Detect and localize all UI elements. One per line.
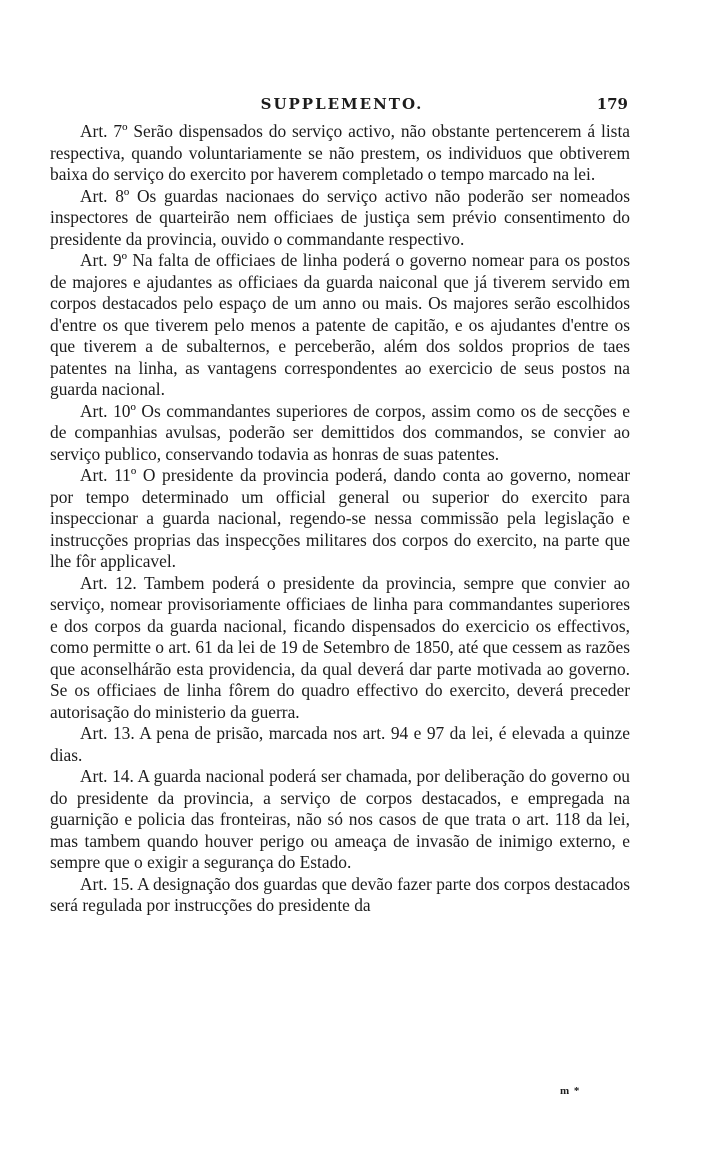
body-text (50, 121, 630, 917)
article-11: Art. 11º O presidente da provincia poderá, dando conta ao governo, nomear por tempo determinado um official general ou superior do exercito para inspeccionar a guarda nacional, regendo-se nessa commissão pela legislação e instrucções proprias das inspecções militares dos corpos do exercito, na parte que lhe fôr applicavel. (50, 465, 630, 571)
article-10: Art. 10º Os commandantes superiores de corpos, assim como os de secções e de companhias avulsas, poderão ser demittidos dos commandos, se convier ao serviço publico, conservando todavia as honras de suas patentes. (50, 400, 630, 464)
article-15: Art. 15. A designação dos guardas que devão fazer parte dos corpos destacados será regulada por instrucções do presidente da (50, 873, 630, 915)
article-14: Art. 14. A guarda nacional poderá ser chamada, por deliberação do governo ou do presidente da provincia, a serviço de corpos destacados, e empregada na guarnição e policia das fronteiras, não só nos casos de que trata o art. 118 da lei, mas tambem quando houver perigo ou ameaça de invasão de inimigo externo, e sempre que o exigir a segurança do Estado. (50, 766, 630, 872)
signature-mark: m * (560, 1085, 581, 1097)
article-13: Art. 13. A pena de prisão, marcada nos art. 94 e 97 da lei, é elevada a quinze dias. (50, 723, 630, 765)
article-9: Art. 9º Na falta de officiaes de linha poderá o governo nomear para os postos de majores e ajudantes as officiaes da guarda naiconal que já tiverem servido em corpos destacados pelo espaço de um anno ou mais. Os majores serão escolhidos d'entre os que tiverem pelo menos a patente de capitão, e os ajudantes d'entre os que tiverem a de subalternos, e perceberão, além dos soldos proprios de taes patentes na linha, as vantagens correspondentes ao exercicio de seus postos na guarda nacional. (50, 250, 630, 399)
running-head (56, 92, 628, 116)
article-7: Art. 7º Serão dispensados do serviço activo, não obstante pertencerem á lista respectiva, quando voluntariamente se não prestem, os individuos que obtiverem baixa do serviço do exercito por haverem completado o tempo marcado na lei. (50, 121, 630, 184)
article-8: Art. 8º Os guardas nacionaes do serviço activo não poderão ser nomeados inspectores de quarteirão nem officiaes de justiça sem prévio consentimento do presidente da provincia, ouvido o commandante respectivo. (50, 185, 630, 249)
article-12: Art. 12. Tambem poderá o presidente da provincia, sempre que convier ao serviço, nomear provisoriamente officiaes de linha para commandantes superiores e dos corpos da guarda nacional, ficando dispensados do exercicio os effectivos, como permitte o art. 61 da lei de 19 de Setembro de 1850, até que cessem as razões que aconselhárão esta providencia, da qual deverá dar parte motivada ao governo. Se os officiaes de linha fôrem do quadro effectivo do exercito, deverá preceder autorisação do ministerio da guerra. (50, 572, 630, 722)
running-title: SUPPLEMENTO. (260, 95, 424, 113)
page-number: 179 (596, 95, 628, 113)
